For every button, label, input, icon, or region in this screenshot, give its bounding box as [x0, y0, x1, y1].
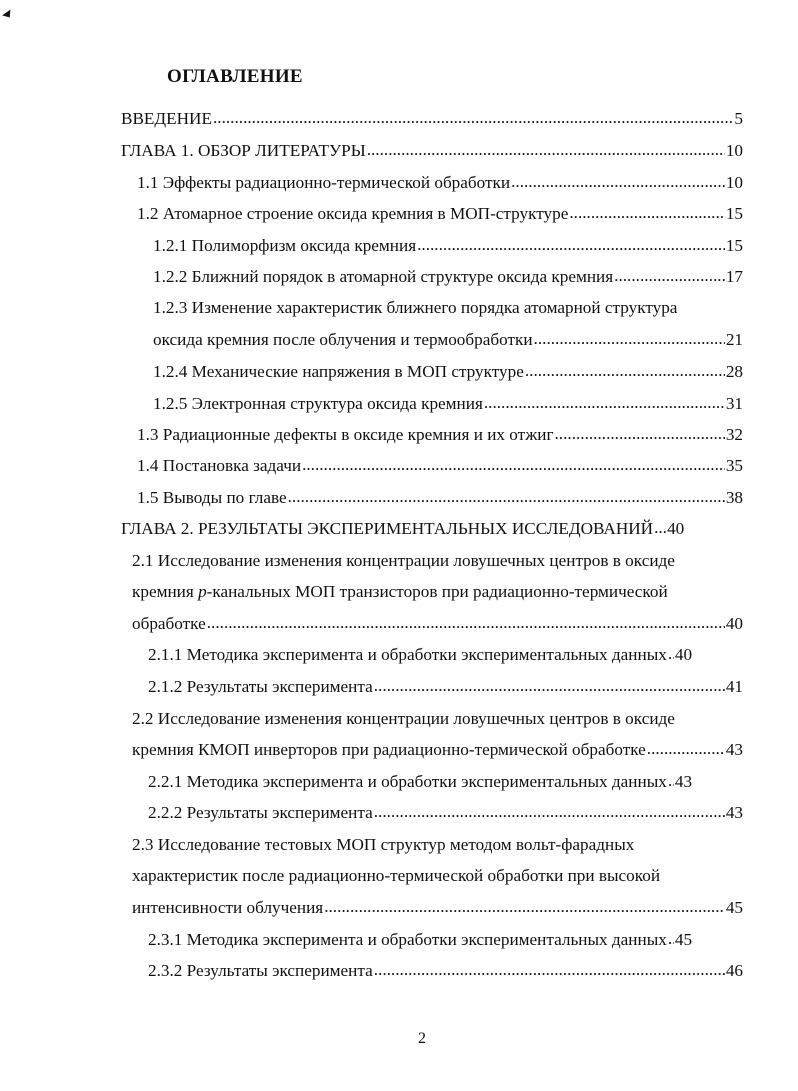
toc-entry-page: 5 [734, 109, 743, 128]
toc-entry-page: 15 [725, 204, 743, 223]
toc-entry-1-1[interactable] [137, 171, 743, 195]
toc-entry-title: кремния КМОП инверторов при радиационно-термической обработке [132, 740, 646, 759]
dot-leader [367, 138, 725, 162]
toc-entry-title: 2.2.1 Методика эксперимента и обработки экспериментальных данных [148, 772, 667, 791]
dot-leader [525, 359, 725, 383]
toc-entry-2-2[interactable] [132, 738, 743, 762]
line2-prefix: кремния [132, 582, 199, 601]
toc-entry-title: 2.1.1 Методика эксперимента и обработки экспериментальных данных [148, 645, 667, 664]
toc-entry-page: 41 [725, 677, 743, 696]
toc-entry-title: 1.2.1 Полиморфизм оксида кремния [153, 236, 417, 255]
toc-entry-1-4[interactable] [137, 454, 743, 478]
toc-entry-1-5[interactable] [137, 486, 743, 510]
toc-entry-page: 10 [725, 173, 743, 192]
dot-leader [511, 170, 725, 194]
toc-entry-title: оксида кремния после облучения и термообработки [153, 330, 533, 349]
dot-leader [555, 422, 725, 446]
toc-entry-title: 1.1 Эффекты радиационно-термической обработки [137, 173, 511, 192]
toc-entry-title: 1.2 Атомарное строение оксида кремния в МОП-структуре [137, 204, 569, 223]
dot-leader [569, 201, 724, 225]
toc-entry-2-1-line1: 2.1 Исследование изменения концентрации ловушечных центров в оксиде [132, 551, 675, 570]
toc-entry-page: 21 [725, 330, 743, 349]
toc-entry-page: 45 [725, 898, 743, 917]
toc-entry-title: 2.1.2 Результаты эксперимента [148, 677, 373, 696]
toc-entry-title: обработке [132, 614, 206, 633]
toc-entry-title: 2.2.2 Результаты эксперимента [148, 803, 373, 822]
dot-leader [302, 453, 725, 477]
toc-entry-page: 40 [725, 614, 743, 633]
toc-entry-title: 2.3.2 Результаты эксперимента [148, 961, 373, 980]
toc-entry-page: 35 [725, 456, 743, 475]
toc-entry-title: 1.2.4 Механические напряжения в МОП структуре [153, 362, 524, 381]
toc-entry-1-3[interactable] [137, 423, 743, 447]
dot-leader [534, 327, 725, 351]
toc-entry-page: 28 [725, 362, 743, 381]
toc-entry-2-1-2[interactable] [148, 675, 743, 699]
dot-leader [654, 516, 666, 540]
toc-entry-2-2-2[interactable] [148, 801, 743, 825]
toc-entry-page: 38 [725, 488, 743, 507]
toc-entry-1-2-3-line1: 1.2.3 Изменение характеристик ближнего порядка атомарной структура [153, 298, 678, 317]
toc-entry-2-3-1[interactable] [148, 928, 743, 952]
toc-entry-2-3-line2: характеристик после радиационно-термической обработки при высокой [132, 866, 661, 885]
toc-entry-1-2-5[interactable] [153, 392, 743, 416]
toc-entry-2-3-2[interactable] [148, 959, 743, 983]
toc-entry-title: 2.3.1 Методика эксперимента и обработки экспериментальных данных [148, 930, 667, 949]
dot-leader [647, 737, 725, 761]
toc-entry-page: 43 [674, 772, 693, 791]
dot-leader [374, 674, 725, 698]
toc-entry-title: ВВЕДЕНИЕ [121, 109, 212, 128]
toc-entry-page: 32 [725, 425, 743, 444]
toc-entry-chapter-1[interactable] [121, 139, 743, 163]
toc-entry-page: 10 [725, 141, 743, 160]
dot-leader [374, 800, 725, 824]
toc-entry-page: 40 [667, 519, 685, 538]
dot-leader [614, 264, 725, 288]
toc-entry-2-2-line1: 2.2 Исследование изменения концентрации ловушечных центров в оксиде [132, 709, 675, 728]
toc-entry-introduction[interactable] [121, 107, 743, 131]
line2-italic-p: p [198, 582, 207, 601]
dot-leader [668, 927, 674, 951]
dot-leader [484, 391, 725, 415]
toc-heading: ОГЛАВЛЕНИЕ [167, 66, 303, 87]
toc-entry-page: 46 [725, 961, 743, 980]
line2-suffix: -канальных МОП транзисторов при радиационно-термической [206, 582, 668, 601]
toc-entry-page: 31 [725, 394, 743, 413]
dot-leader [668, 769, 674, 793]
toc-entry-title: ГЛАВА 1. ОБЗОР ЛИТЕРАТУРЫ [121, 141, 366, 160]
toc-entry-1-2-3[interactable] [153, 328, 743, 352]
toc-entry-title: ГЛАВА 2. РЕЗУЛЬТАТЫ ЭКСПЕРИМЕНТАЛЬНЫХ ИССЛЕДОВАНИЙ [121, 519, 654, 538]
dot-leader [374, 958, 725, 982]
toc-entry-title: 1.3 Радиационные дефекты в оксиде кремния и их отжиг [137, 425, 554, 444]
toc-entry-chapter-2[interactable] [121, 517, 743, 541]
toc-entry-2-3-line1: 2.3 Исследование тестовых МОП структур методом вольт-фарадных [132, 835, 635, 854]
toc-entry-1-2[interactable] [137, 202, 743, 226]
toc-entry-title: 1.2.2 Ближний порядок в атомарной структуре оксида кремния [153, 267, 614, 286]
dot-leader [213, 106, 733, 130]
toc-entry-2-1-line2 [132, 580, 668, 604]
toc-entry-page: 15 [725, 236, 743, 255]
page-number: 2 [418, 1030, 426, 1047]
dot-leader [207, 611, 725, 635]
toc-entry-1-2-1[interactable] [153, 234, 743, 258]
toc-entry-page: 40 [674, 645, 693, 664]
dot-leader [288, 485, 725, 509]
dot-leader [417, 233, 725, 257]
toc-entry-page: 43 [725, 740, 743, 759]
toc-entry-1-2-2[interactable] [153, 265, 743, 289]
toc-entry-page: 43 [725, 803, 743, 822]
toc-entry-page: 17 [725, 267, 743, 286]
toc-entry-title: 1.4 Постановка задачи [137, 456, 302, 475]
toc-entry-2-1-1[interactable] [148, 643, 743, 667]
dot-leader [324, 895, 725, 919]
toc-entry-1-2-4[interactable] [153, 360, 743, 384]
toc-entry-2-2-1[interactable] [148, 770, 743, 794]
toc-entry-title: 1.2.5 Электронная структура оксида кремния [153, 394, 483, 413]
toc-entry-title: 1.5 Выводы по главе [137, 488, 287, 507]
toc-entry-2-3[interactable] [132, 896, 743, 920]
toc-entry-page: 45 [674, 930, 693, 949]
dot-leader [668, 642, 674, 666]
toc-entry-title: интенсивности облучения [132, 898, 324, 917]
toc-entry-2-1[interactable] [132, 612, 743, 636]
